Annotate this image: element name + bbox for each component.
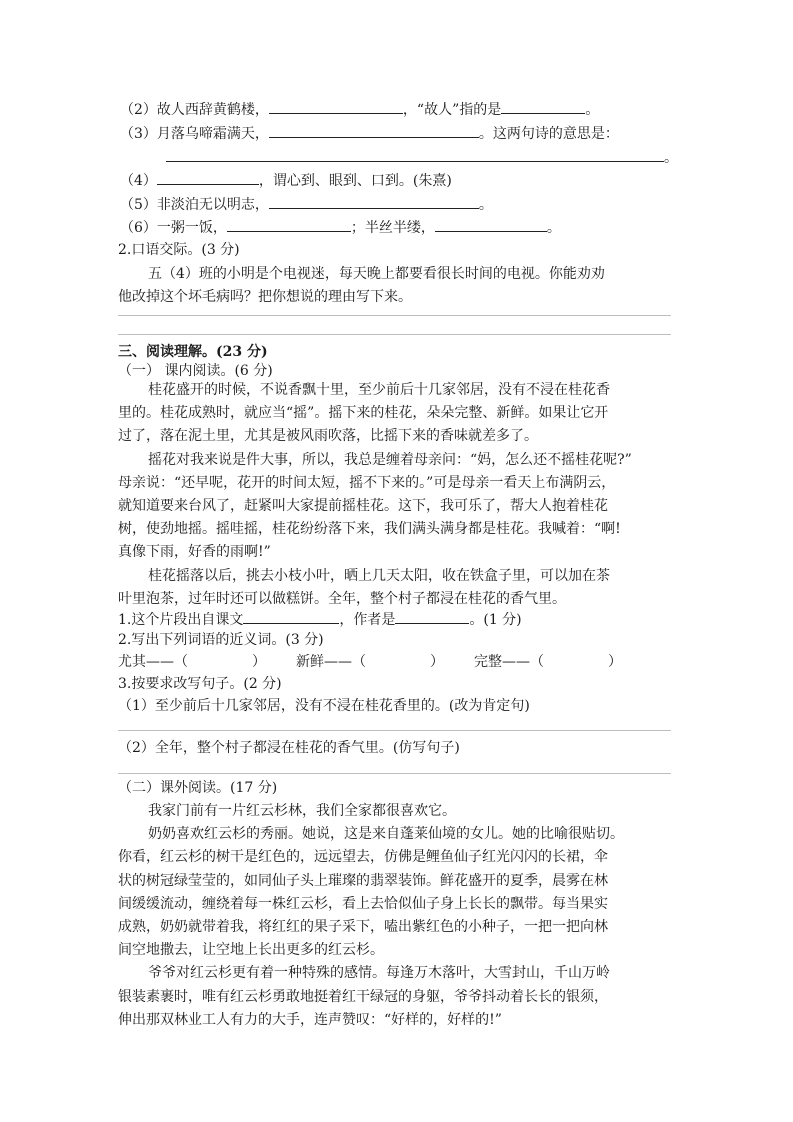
q3-text: （3）月落乌啼霜满天， xyxy=(120,126,269,142)
q2-blank-2[interactable] xyxy=(501,99,585,114)
answer-line[interactable] xyxy=(118,334,671,335)
q2-text: （2）故人西辞黄鹤楼， xyxy=(120,102,269,118)
passage-line: 间缓缓流动，缠绕着每一株红云杉，看上去恰似仙子身上长长的飘带。每当果实 xyxy=(118,896,608,912)
passage-line: 桂花摇落以后，挑去小枝小叶，晒上几天太阳，收在铁盒子里，可以加在茶 xyxy=(148,568,610,584)
passage-line: 过了，落在泥土里，尤其是被风雨吹落，比摇下来的香味就差多了。 xyxy=(118,428,538,444)
passage-line: 间空地撒去，让空地上长出更多的红云杉。 xyxy=(118,942,384,958)
q6-text: （6）一粥一饭， xyxy=(120,220,227,236)
answer-line[interactable] xyxy=(118,773,671,774)
synonym-row: 尤其——（ ） 新鲜——（ ） 完整——（ ） xyxy=(118,654,622,670)
passage-line: 母亲说：“还早呢，花开的时间太短，摇不下来的。”可是母亲一看天上布满阴云， xyxy=(118,475,616,491)
passage-line: 真像下雨，好香的雨啊!” xyxy=(118,544,271,560)
passage-line: 成熟，奶奶就带着我，将红红的果子采下，嗑出紫红色的小种子，一把一把向林 xyxy=(118,919,608,935)
passage-line: 银装素裹时，唯有红云杉勇敢地挺着红干绿冠的身躯，爷爷抖动着长长的银须， xyxy=(118,989,608,1005)
section-title-reading: 三、阅读理解。(23 分) xyxy=(118,344,268,360)
q3-line-2: 。 xyxy=(166,147,678,167)
q6-line: （6）一粥一饭， ；半丝半缕， 。 xyxy=(120,217,561,237)
q2-blank-1[interactable] xyxy=(269,99,403,114)
author-blank[interactable] xyxy=(395,609,469,624)
answer-line[interactable] xyxy=(118,730,671,731)
q4-line: （4） ，谓心到、眼到、口到。(朱熹) xyxy=(120,170,452,190)
passage-line: 树，使劲地摇。摇哇摇，桂花纷纷落下来，我们满头满身都是桂花。我喊着：“啊! xyxy=(118,521,621,537)
q5-blank[interactable] xyxy=(269,194,479,209)
passage-line: 状的树冠绿莹莹的，如同仙子头上璀璨的翡翠装饰。鲜花盛开的夏季，晨雾在林 xyxy=(118,873,608,889)
q3-mid-text: 。这两句诗的意思是： xyxy=(478,126,619,142)
q4-blank[interactable] xyxy=(157,170,259,185)
q3-line xyxy=(120,123,619,143)
text-title-blank[interactable] xyxy=(243,609,339,624)
oral-prompt-line-2: 他改掉这个坏毛病吗？把你想说的理由写下来。 xyxy=(118,289,412,305)
s1-q3-title: 3.按要求改写句子。(2 分) xyxy=(118,676,282,692)
oral-title: 2.口语交际。(3 分) xyxy=(118,242,240,258)
answer-line[interactable] xyxy=(118,315,671,316)
q5-line: （5）非淡泊无以明志， 。 xyxy=(120,194,493,214)
q3-blank-1[interactable] xyxy=(269,123,479,138)
passage-line: 你看，红云杉的树干是红色的，远远望去，仿佛是鲤鱼仙子红光闪闪的长裙，伞 xyxy=(118,849,608,865)
q5-text: （5）非淡泊无以明志， xyxy=(120,197,269,213)
s1-q2-title: 2.写出下列词语的近义词。(3 分) xyxy=(118,632,324,648)
passage-line: 里的。桂花成熟时，就应当“摇”。摇下来的桂花，朵朵完整、新鲜。如果让它开 xyxy=(118,405,609,421)
passage-line: 爷爷对红云杉更有着一种特殊的感情。每逢万木落叶，大雪封山，千山万岭 xyxy=(148,965,610,981)
q6-blank-1[interactable] xyxy=(227,217,351,232)
s1-q3-item-1: （1）至少前后十几家邻居，没有不浸在桂花香里的。(改为肯定句) xyxy=(118,698,530,714)
subsection-title-in-class: （一） 课内阅读。(6 分) xyxy=(118,363,273,379)
passage-line: 就知道要来台风了，赶紧叫大家提前摇桂花。这下，我可乐了，帮大人抱着桂花 xyxy=(118,498,608,514)
q2-line: （2）故人西辞黄鹤楼， ，“故人”指的是 。 xyxy=(120,99,599,119)
passage-line: 我家门前有一片红云杉林，我们全家都很喜欢它。 xyxy=(148,803,456,819)
s1-q3-item-2: （2）全年，整个村子都浸在桂花的香气里。(仿写句子) xyxy=(118,740,460,756)
oral-prompt-line-1: 五（4）班的小明是个电视迷，每天晚上都要看很长时间的电视。你能劝劝 xyxy=(148,266,605,282)
q2-mid-text: ，“故人”指的是 xyxy=(402,102,502,118)
s1-q1-line: 1.这个片段出自课文 ，作者是 。(1 分) xyxy=(118,609,522,629)
subsection-title-extra: （二）课外阅读。(17 分) xyxy=(118,780,278,796)
q4-text: ，谓心到、眼到、口到。(朱熹) xyxy=(258,173,452,189)
q6-blank-2[interactable] xyxy=(435,217,547,232)
passage-line: 叶里泡茶，过年时还可以做糕饼。全年，整个村子都浸在桂花的香气里。 xyxy=(118,591,566,607)
passage-line: 奶奶喜欢红云杉的秀丽。她说，这是来自蓬莱仙境的女儿。她的比喻很贴切。 xyxy=(148,826,624,842)
passage-line: 伸出那双林业工人有力的大手，连声赞叹：“好样的，好样的!” xyxy=(118,1012,502,1028)
q3-blank-2[interactable] xyxy=(166,147,664,162)
passage-line: 桂花盛开的时候，不说香飘十里，至少前后十几家邻居，没有不浸在桂花香 xyxy=(148,382,610,398)
passage-line: 摇花对我来说是件大事，所以，我总是缠着母亲问：“妈，怎么还不摇桂花呢?” xyxy=(148,452,632,468)
